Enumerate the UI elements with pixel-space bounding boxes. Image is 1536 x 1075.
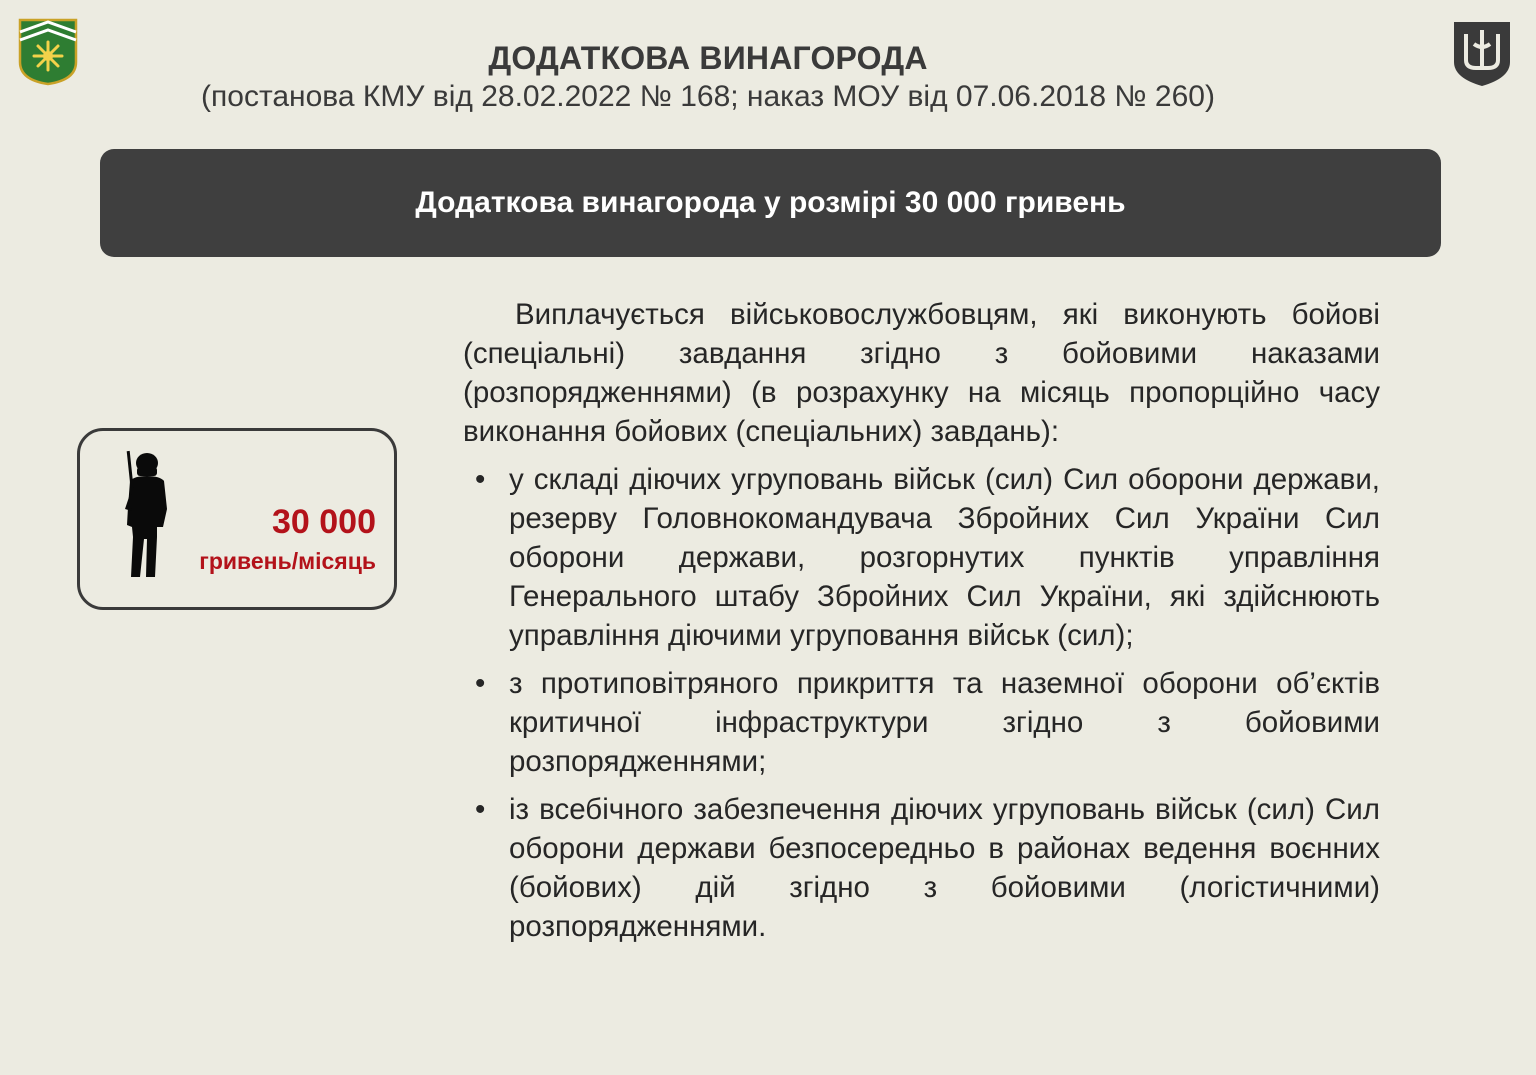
bullet-list xyxy=(463,460,1380,946)
banner-text: Додаткова винагорода у розмірі 30 000 гривень xyxy=(415,186,1126,219)
bullet-dot-icon: • xyxy=(475,463,486,496)
list-item xyxy=(463,790,1380,946)
list-item-text: із всебічного забезпечення діючих угруповань військ (сил) Сил оборони держави безпосередньо в районах ведення воєнних (бойових) дій згідно з бойовими (логістичними) розпорядженнями. xyxy=(509,793,1380,943)
amount-card xyxy=(77,428,397,610)
trident-emblem-icon xyxy=(1450,18,1514,88)
reward-banner xyxy=(100,149,1441,257)
list-item xyxy=(463,460,1380,655)
page-title: ДОДАТКОВА ВИНАГОРОДА xyxy=(488,40,928,76)
list-item xyxy=(463,664,1380,781)
bullet-dot-icon: • xyxy=(475,793,486,826)
bullet-dot-icon: • xyxy=(475,667,486,700)
intro-paragraph: Виплачується військовослужбовцям, які виконують бойові (спеціальні) завдання згідно з бойовими наказами (розпорядженнями) (в розрахунку на місяць пропорційно часу виконання бойових (спеціальних) завдань): xyxy=(463,298,1380,448)
page-subtitle: (постанова КМУ від 28.02.2022 № 168; наказ МОУ від 07.06.2018 № 260) xyxy=(201,80,1215,113)
amount-unit: гривень/місяць xyxy=(199,548,376,574)
list-item-text: з протиповітряного прикриття та наземної оборони об’єктів критичної інфраструктури згідно з бойовими розпорядженнями; xyxy=(509,667,1380,778)
main-content xyxy=(463,295,1380,955)
list-item-text: у складі діючих угруповань військ (сил) Сил оборони держави, резерву Головнокомандувача Збройних Сил України Сил оборони держави, розгорнутих пунктів управління Генерального штабу Збройних Сил України, які здійснюють управління діючими угруповання військ (сил); xyxy=(509,463,1380,652)
amount-value: 30 000 xyxy=(272,503,376,541)
soldier-silhouette-icon xyxy=(120,449,176,579)
